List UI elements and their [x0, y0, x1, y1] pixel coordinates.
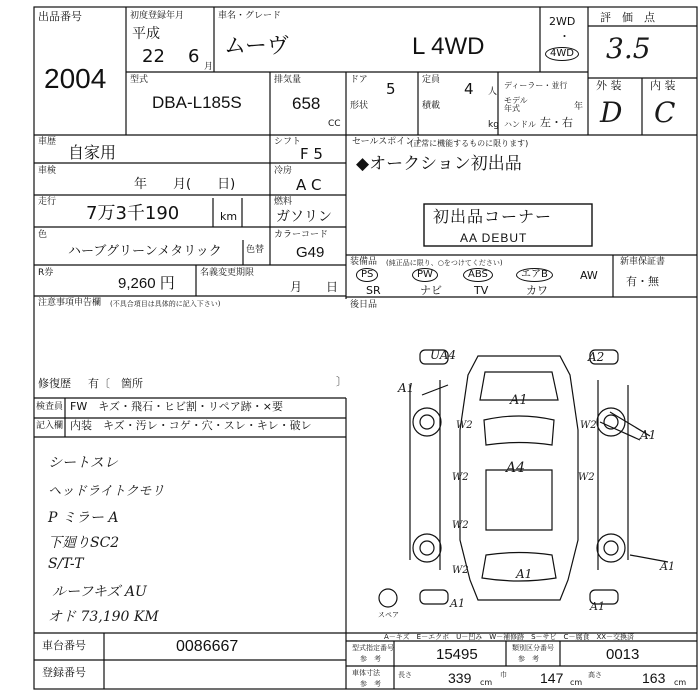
- cc-unit: CC: [328, 119, 341, 129]
- handle-value: 左・右: [540, 116, 573, 129]
- registration-month: 6: [188, 46, 200, 67]
- selling-point-label: セールスポイント: [352, 137, 424, 147]
- damage-mark: A1: [450, 597, 465, 610]
- score: 3.5: [606, 32, 651, 65]
- color-change-label: 色替: [246, 245, 265, 255]
- damage-mark: A1: [516, 567, 533, 581]
- note-line: P ミラー A: [48, 510, 119, 526]
- reference-label: 参 考: [360, 655, 381, 663]
- length-label: 長さ: [398, 671, 412, 679]
- height-label: 高さ: [588, 671, 602, 679]
- note-line: ルーフキズ AU: [52, 584, 147, 600]
- fuel: ガソリン: [276, 209, 332, 225]
- equipment-note: (純正品に限り、○をつけてください): [386, 259, 503, 267]
- interior-grade: C: [654, 96, 676, 129]
- title-deadline-label: 名義変更期限: [200, 268, 255, 278]
- type-code: 15495: [436, 646, 478, 663]
- width-value: 147: [540, 670, 564, 686]
- type-code-label: 型式指定番号: [352, 644, 394, 652]
- class-code: 0013: [606, 646, 640, 663]
- damage-mark: A2: [588, 350, 605, 364]
- length-value: 339: [448, 670, 472, 686]
- color-name: ハーブグリーンメタリック: [68, 244, 222, 259]
- title-deadline: 月 日: [290, 280, 339, 294]
- registration-label: 登録番号: [42, 666, 86, 679]
- color-code-label: カラーコード: [274, 230, 329, 240]
- chassis-label: 車台番号: [42, 639, 86, 652]
- equip-aw: AW: [580, 269, 598, 282]
- equip-airbag: エアB: [516, 268, 553, 282]
- first-registration-label: 初度登録年月: [130, 11, 185, 21]
- recycle-fee: 9,260 円: [118, 275, 175, 292]
- capacity: 4: [464, 80, 474, 98]
- interior-label: 内 装: [650, 79, 676, 92]
- cm-unit: cm: [674, 678, 687, 687]
- notice-label: 注意事項申告欄: [38, 298, 102, 308]
- class-code-label: 類別区分番号: [512, 644, 554, 652]
- drive-4wd-circled: 4WD: [545, 47, 579, 61]
- inspection-date: 年 月( 日): [134, 177, 236, 192]
- damage-mark: W2: [580, 420, 597, 431]
- handle-label: ハンドル: [504, 120, 536, 129]
- car-name-label: 車名・グレード: [218, 11, 282, 21]
- repair-value: 有〔 箇所: [88, 377, 143, 390]
- mileage-label: 走行: [38, 197, 57, 207]
- equip-abs: ABS: [463, 268, 493, 282]
- cm-unit: cm: [480, 678, 493, 687]
- shape-label: 形状: [350, 101, 369, 111]
- drive-separator: ・: [559, 30, 570, 43]
- doors-label: ドア: [350, 75, 368, 85]
- warranty-label: 新車保証書: [620, 257, 666, 267]
- damage-mark: W2: [452, 565, 469, 576]
- damage-mark: A1: [398, 381, 415, 395]
- color-code: G49: [296, 244, 325, 261]
- displacement-label: 排気量: [274, 75, 302, 85]
- exterior-label: 外 装: [596, 79, 622, 92]
- inspection-label: 車検: [38, 166, 57, 176]
- later-items-label: 後日品: [350, 300, 378, 310]
- entry-label: 記入欄: [36, 421, 64, 431]
- first-listing-corner-title: 初出品コーナー: [433, 207, 553, 226]
- model-year-label: モデル年式: [504, 96, 528, 113]
- damage-mark: A1: [660, 560, 675, 573]
- load-label: 積載: [422, 101, 441, 111]
- history: 自家用: [68, 143, 117, 162]
- equip-pw: PW: [412, 268, 438, 282]
- height-value: 163: [642, 670, 666, 686]
- selling-point-note: (正常に機能するものに限ります): [410, 139, 529, 148]
- capacity-label: 定員: [422, 75, 441, 85]
- chassis-number: 0086667: [176, 638, 239, 655]
- doors: 5: [386, 80, 396, 98]
- damage-mark: W2: [578, 472, 595, 483]
- cm-unit: cm: [570, 678, 583, 687]
- fuel-label: 燃料: [274, 197, 293, 207]
- inspector-label: 検査員: [36, 402, 64, 412]
- era: 平成: [132, 26, 160, 42]
- damage-mark: W2: [452, 520, 469, 531]
- kg-unit: kg: [488, 120, 499, 130]
- note-line: 下廻りSC2: [48, 535, 120, 551]
- car-grade: L 4WD: [412, 33, 485, 60]
- check-row-windshield: FW キズ・飛石・ヒビ割・リペア跡・×要: [70, 400, 283, 413]
- damage-mark: W2: [456, 420, 473, 431]
- note-line: ヘッドライトクモリ: [48, 484, 165, 499]
- damage-mark: UA4: [430, 348, 457, 362]
- color-label: 色: [38, 230, 48, 240]
- damage-mark: A1: [510, 393, 528, 408]
- drive-2wd: 2WD: [549, 15, 576, 28]
- recycle-label: R券: [38, 268, 54, 278]
- history-label: 車歴: [38, 137, 57, 147]
- note-line: シートスレ: [48, 455, 118, 471]
- repair-label: 修復歴: [38, 377, 71, 390]
- selling-point: ◆オークション初出品: [356, 154, 522, 174]
- reference-label-2: 参 考: [518, 655, 539, 663]
- equip-leather: カワ: [526, 284, 548, 297]
- month-unit: 月: [204, 62, 214, 72]
- note-line: オド 73,190 KM: [48, 609, 159, 625]
- note-line: S/T-T: [48, 556, 84, 572]
- exterior-grade: D: [600, 96, 623, 129]
- shift-label: シフト: [274, 137, 302, 147]
- year-unit: 年: [574, 102, 584, 112]
- model-label: 型式: [130, 75, 149, 85]
- equip-sr: SR: [366, 284, 381, 297]
- damage-legend: A－キズ E－エクボ U－凹み W－補修跡 S－サビ C－腐食 XX－交換済: [384, 633, 635, 641]
- repair-bracket: 〕: [336, 375, 347, 388]
- registration-year: 22: [142, 46, 165, 67]
- reference-label-3: 参 考: [360, 680, 381, 688]
- damage-mark: A4: [506, 460, 526, 476]
- spare-tire-label: スペア: [378, 611, 399, 619]
- lot-number-label: 出品番号: [38, 10, 82, 23]
- model-code: DBA-L185S: [152, 93, 242, 112]
- equipment-label: 装備品: [350, 257, 378, 267]
- width-label: 巾: [500, 671, 507, 679]
- displacement: 658: [292, 94, 321, 113]
- km-unit: km: [220, 210, 238, 223]
- equip-tv: TV: [474, 284, 489, 297]
- dealer-label: ディーラー・並行: [504, 81, 568, 90]
- equip-navi: ナビ: [420, 284, 442, 297]
- damage-mark: W2: [452, 472, 469, 483]
- capacity-unit: 人: [488, 87, 498, 97]
- damage-mark: A1: [590, 600, 605, 613]
- ac-label: 冷房: [274, 166, 293, 176]
- equip-ps: PS: [356, 268, 378, 282]
- warranty-value: 有・無: [626, 275, 659, 288]
- score-label: 評 価 点: [600, 11, 655, 24]
- mileage: 7万3千190: [86, 203, 180, 224]
- ac: A C: [296, 176, 322, 194]
- body-size-label: 車体寸法: [352, 669, 380, 677]
- lot-number: 2004: [44, 63, 107, 94]
- notice-note: (不具合項目は具体的に記入下さい): [110, 300, 221, 308]
- shift: F 5: [300, 145, 323, 163]
- check-row-interior: 内装 キズ・汚レ・コゲ・穴・スレ・キレ・破レ: [70, 419, 312, 432]
- damage-mark: A1: [640, 428, 657, 442]
- car-name: ムーヴ: [224, 34, 289, 59]
- aa-debut-text: AA DEBUT: [460, 231, 528, 245]
